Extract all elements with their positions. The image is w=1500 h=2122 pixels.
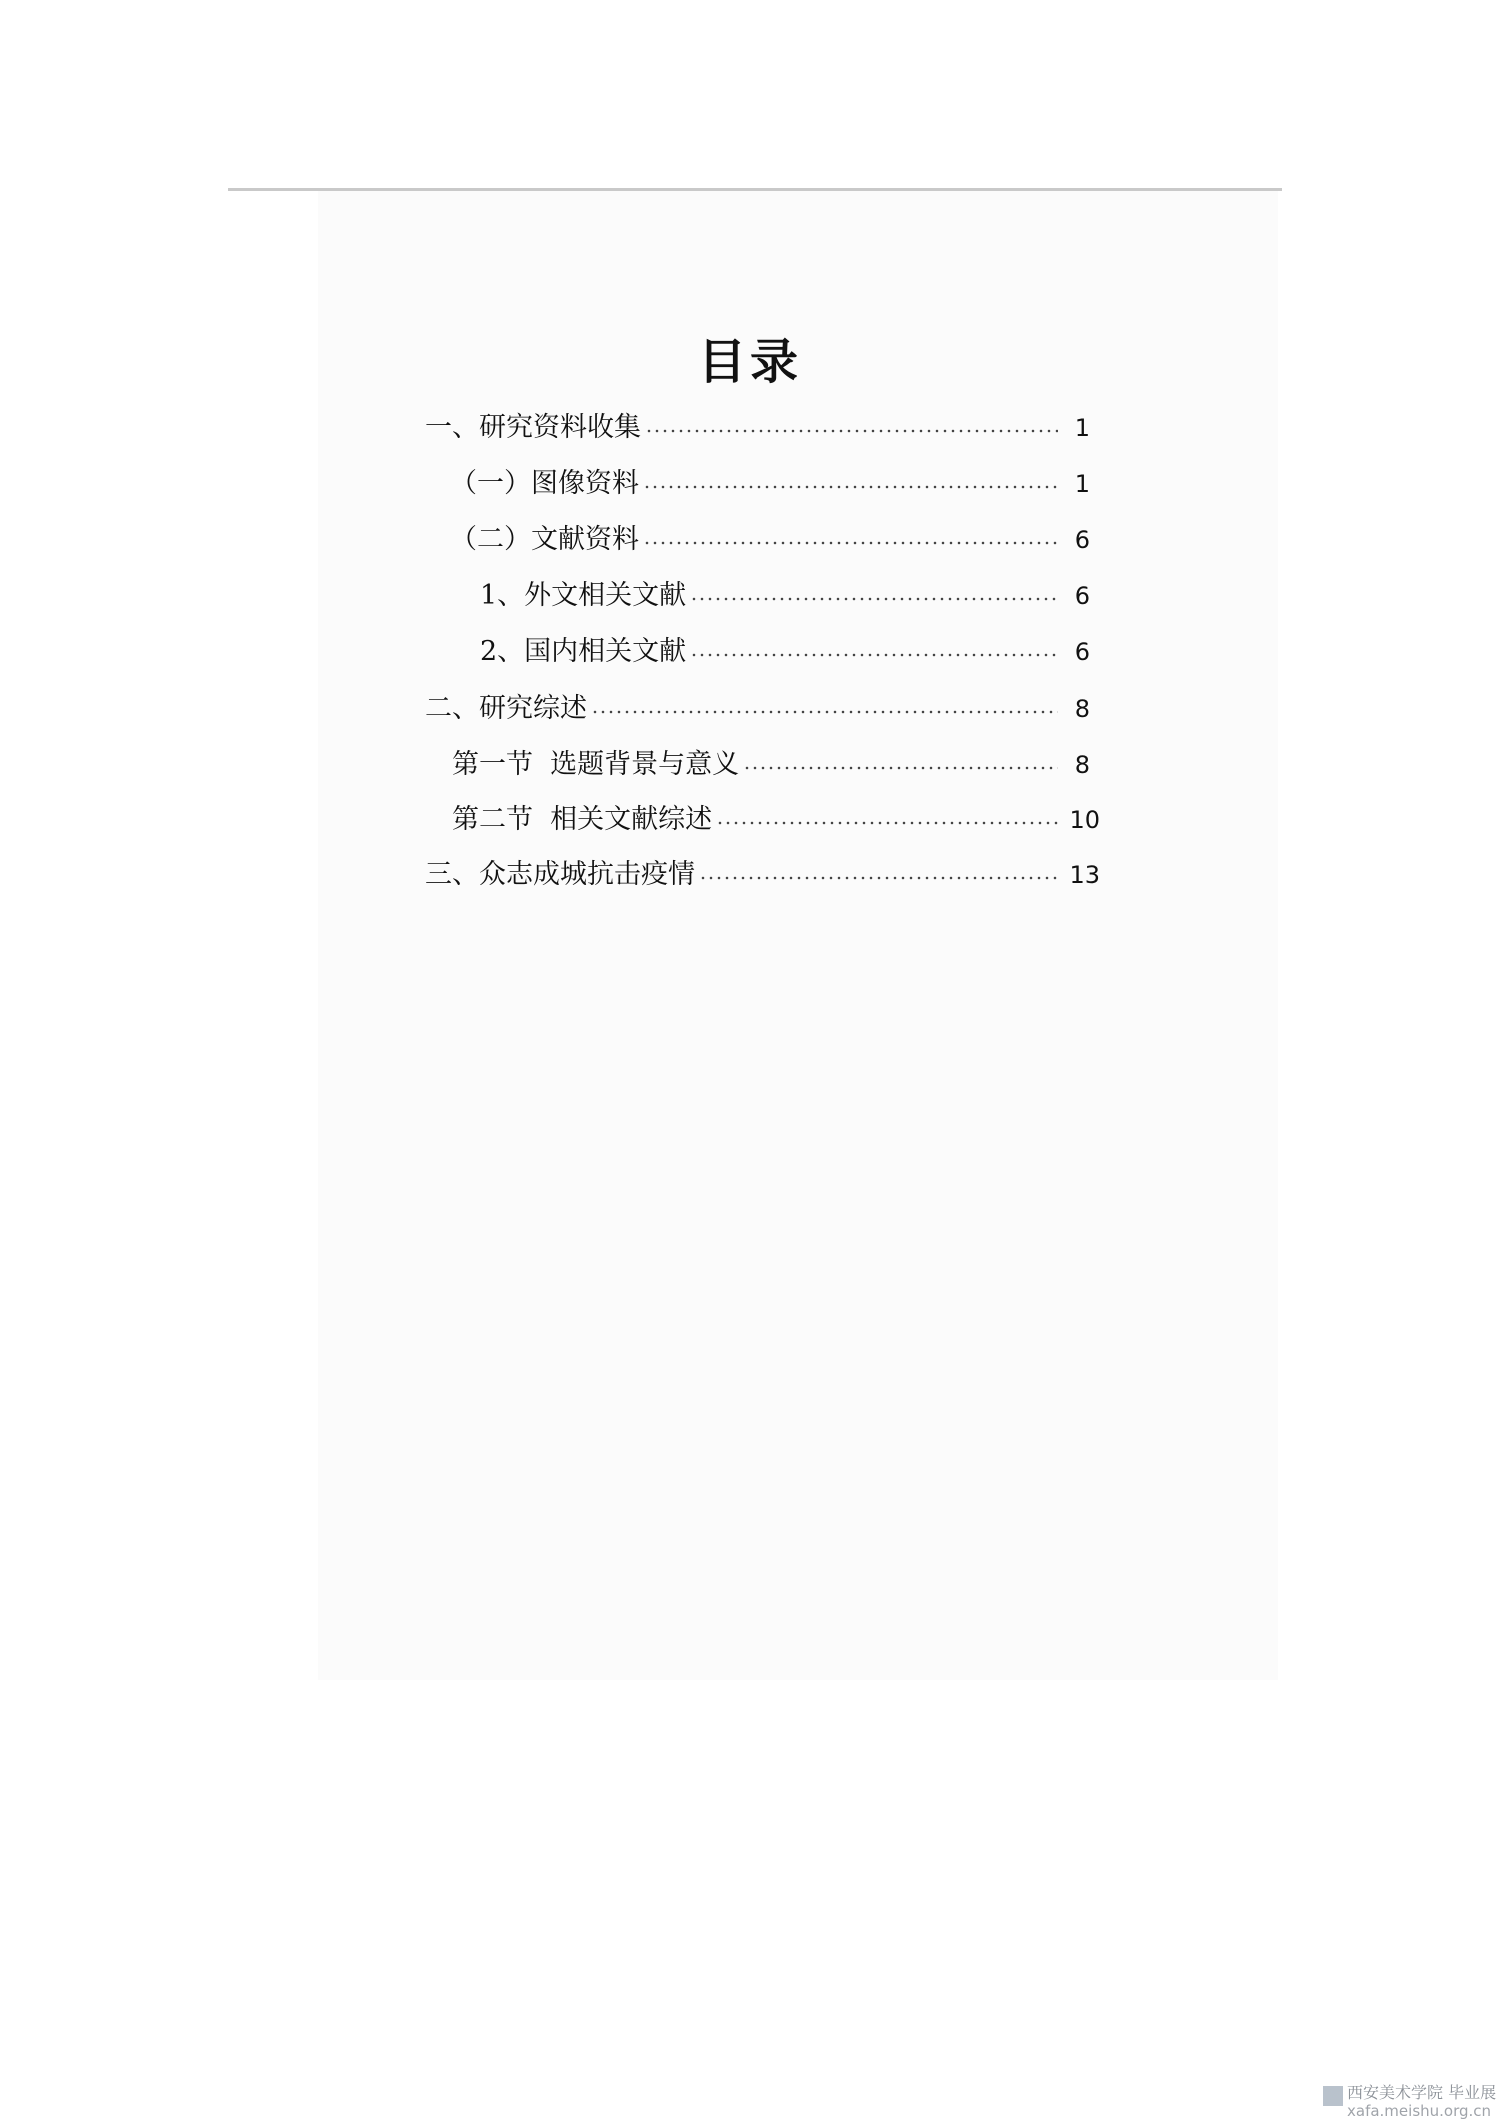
dot-leader bbox=[645, 429, 1058, 433]
toc-entry-page: 8 bbox=[1074, 695, 1090, 723]
toc-entry-page: 1 bbox=[1074, 414, 1090, 442]
dot-leader bbox=[690, 597, 1058, 601]
toc-entry-label: 二、研究综述 bbox=[425, 693, 587, 724]
dot-leader bbox=[690, 653, 1058, 657]
watermark-url: xafa.meishu.org.cn bbox=[1347, 2102, 1492, 2120]
toc-entry[interactable] bbox=[480, 573, 1090, 613]
toc-entry-label: 三、众志成城抗击疫情 bbox=[425, 859, 695, 890]
toc-entry-page: 6 bbox=[1074, 638, 1090, 666]
dot-leader bbox=[743, 766, 1058, 770]
dot-leader bbox=[591, 710, 1058, 714]
toc-entry-page: 1 bbox=[1074, 470, 1090, 498]
toc-entry[interactable] bbox=[450, 461, 1090, 501]
toc-entry[interactable] bbox=[425, 405, 1090, 445]
toc-entry-label: 第二节 相关文献综述 bbox=[452, 804, 713, 835]
toc-entry[interactable] bbox=[452, 742, 1090, 782]
toc-entry[interactable] bbox=[452, 797, 1100, 837]
watermark-name: 西安美术学院 毕业展 bbox=[1347, 2083, 1497, 2102]
watermark bbox=[1347, 2084, 1496, 2120]
toc-entry-label: 2、国内相关文献 bbox=[480, 636, 687, 667]
toc-entry-page: 6 bbox=[1074, 582, 1090, 610]
toc-entry-page: 8 bbox=[1074, 751, 1090, 779]
header-rule bbox=[228, 188, 1282, 191]
dot-leader bbox=[643, 485, 1058, 489]
toc-entry[interactable] bbox=[480, 629, 1090, 669]
toc-title: 目录 bbox=[697, 334, 802, 390]
toc-entry[interactable] bbox=[425, 852, 1100, 892]
dot-leader bbox=[643, 541, 1058, 545]
toc-entry-page: 10 bbox=[1069, 806, 1100, 834]
toc-entry-label: （一）图像资料 bbox=[450, 468, 639, 499]
toc-entry[interactable] bbox=[425, 686, 1090, 726]
toc-entry-label: 第一节 选题背景与意义 bbox=[452, 749, 740, 780]
toc-entry-page: 6 bbox=[1074, 526, 1090, 554]
toc-entry-page: 13 bbox=[1069, 861, 1100, 889]
watermark-logo bbox=[1323, 2086, 1343, 2106]
toc-entry-label: （二）文献资料 bbox=[450, 524, 639, 555]
dot-leader bbox=[699, 876, 1061, 880]
toc-entry[interactable] bbox=[450, 517, 1090, 557]
dot-leader bbox=[716, 821, 1061, 825]
toc-entry-label: 1、外文相关文献 bbox=[480, 580, 687, 611]
toc-entry-label: 一、研究资料收集 bbox=[425, 412, 641, 443]
